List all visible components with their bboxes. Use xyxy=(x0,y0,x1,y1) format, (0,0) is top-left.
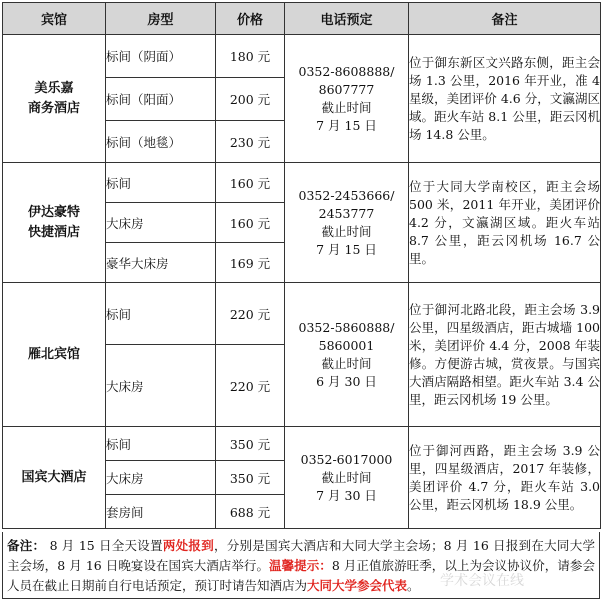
room-price: 230 元 xyxy=(216,121,285,163)
room-type: 大床房 xyxy=(106,203,216,243)
hotel-name: 伊达豪特 快捷酒店 xyxy=(3,163,106,283)
room-type: 大床房 xyxy=(106,345,216,427)
room-price: 350 元 xyxy=(216,427,285,461)
room-type: 标间（阳面） xyxy=(106,78,216,121)
room-price: 180 元 xyxy=(216,35,285,78)
room-type: 大床房 xyxy=(106,461,216,495)
room-type: 豪华大床房 xyxy=(106,243,216,283)
hotel-name: 美乐嘉 商务酒店 xyxy=(3,35,106,163)
footer-text: ，分别是国宾大酒店和大同大学主会场；8 月 16 日报到在大同大学主会场，8 月 16 日晚宴设在国宾大酒店举行。 xyxy=(7,538,595,573)
header-phone: 电话预定 xyxy=(285,3,409,35)
footer-text: 。 xyxy=(407,578,420,593)
hotel-note: 位于大同大学南校区，距主会场 500 米，2011 年开业，美团评价 4.2 分，文瀛湖区域。距火车站 8.7 公里，距云冈机场 16.7 公里。 xyxy=(409,163,601,283)
room-type: 标间 xyxy=(106,163,216,203)
header-price: 价格 xyxy=(216,3,285,35)
room-price: 160 元 xyxy=(216,163,285,203)
watermark: 学术会议在线 xyxy=(440,573,524,589)
room-type: 标间（地毯） xyxy=(106,121,216,163)
footer-highlight: 温馨提示： xyxy=(269,558,332,573)
footer-highlight: 两处报到 xyxy=(162,538,214,553)
room-price: 220 元 xyxy=(216,283,285,345)
hotel-note: 位于御河西路，距主会场 3.9 公里，四星级酒店，2017 年装修，美团评价 4.7 分，距火车站 3.0 公里，距云冈机场 18.9 公里。 xyxy=(409,427,601,529)
header-note: 备注 xyxy=(409,3,601,35)
hotel-name: 雁北宾馆 xyxy=(3,283,106,427)
room-price: 169 元 xyxy=(216,243,285,283)
booking-phone: 0352-2453666/ 2453777 截止时间 7 月 15 日 xyxy=(285,163,409,283)
booking-phone: 0352-6017000 截止时间 7 月 30 日 xyxy=(285,427,409,529)
footer-highlight: 大同大学参会代表 xyxy=(307,578,408,593)
hotel-table xyxy=(2,2,601,529)
room-type: 套房间 xyxy=(106,495,216,529)
footer-text: 8 月正值旅游旺季，以上为会议协议价，请参会人员在截止日期前自行电话预定，预订时请告知酒店为 xyxy=(7,558,595,593)
header-row xyxy=(3,3,601,35)
room-price: 160 元 xyxy=(216,203,285,243)
room-price: 200 元 xyxy=(216,78,285,121)
hotel-note: 位于御河北路北段，距主会场 3.9 公里，四星级酒店，距古城墙 100 米，美团评价 4.4 分，2008 年装修。方便游古城，赏夜景。与国宾大酒店隔路相望。距火车站 3.4 公里，距云冈机场 19 公里。 xyxy=(409,283,601,427)
table-row xyxy=(3,35,601,78)
booking-phone: 0352-5860888/ 5860001 截止时间 6 月 30 日 xyxy=(285,283,409,427)
table-row xyxy=(3,283,601,345)
booking-phone: 0352-8608888/ 8607777 截止时间 7 月 15 日 xyxy=(285,35,409,163)
room-price: 220 元 xyxy=(216,345,285,427)
table-row xyxy=(3,163,601,203)
footer-label: 备注： xyxy=(7,538,46,553)
room-type: 标间 xyxy=(106,283,216,345)
room-type: 标间（阴面） xyxy=(106,35,216,78)
header-hotel: 宾馆 xyxy=(3,3,106,35)
room-price: 350 元 xyxy=(216,461,285,495)
header-room: 房型 xyxy=(106,3,216,35)
hotel-name: 国宾大酒店 xyxy=(3,427,106,529)
footer-text: 8 月 15 日全天设置 xyxy=(49,538,163,553)
hotel-note: 位于御东新区文兴路东侧，距主会场 1.3 公里，2016 年开业，准 4 星级，美团评价 4.6 分，文瀛湖区域。距火车站 8.1 公里，距云冈机场 14.8 公里。 xyxy=(409,35,601,163)
table-row xyxy=(3,427,601,461)
room-price: 688 元 xyxy=(216,495,285,529)
room-type: 标间 xyxy=(106,427,216,461)
